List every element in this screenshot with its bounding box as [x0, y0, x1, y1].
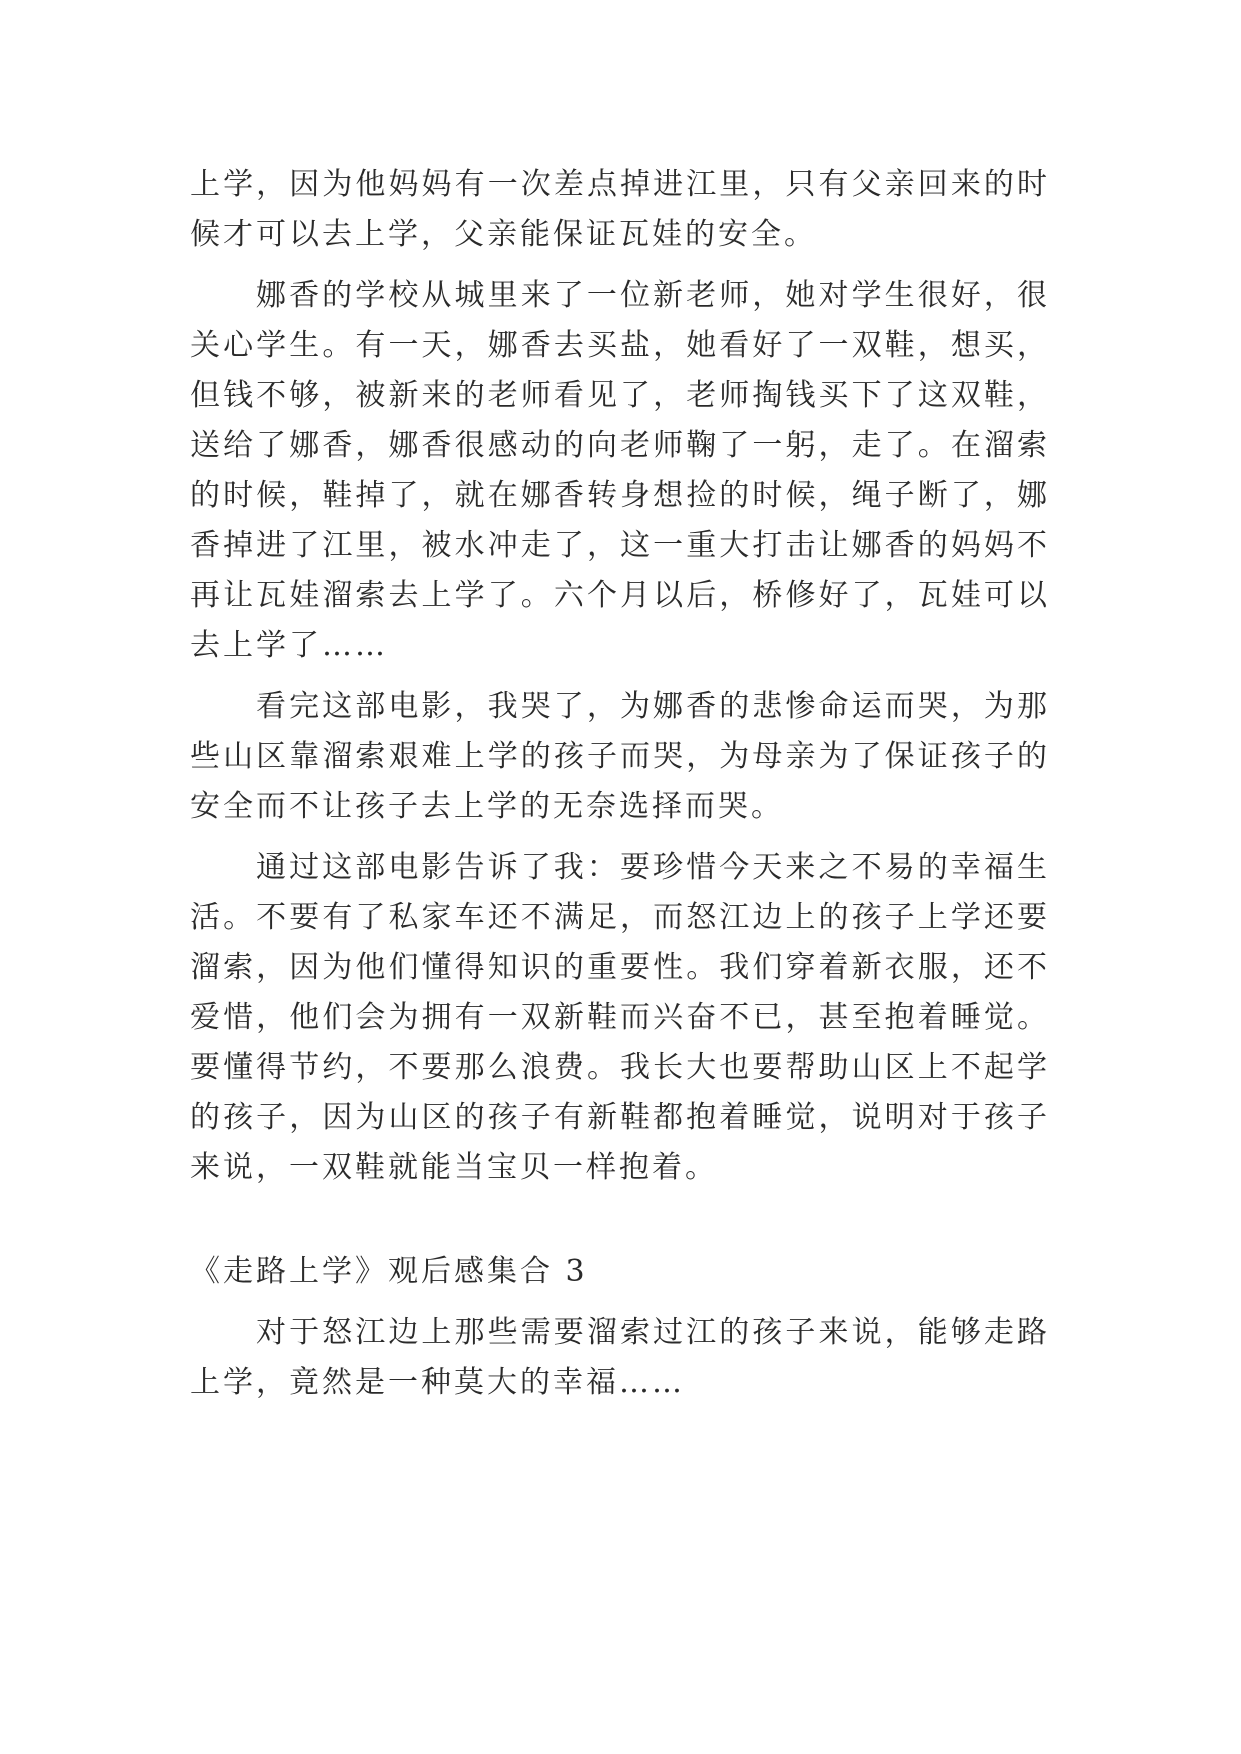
- paragraph-1: 上学，因为他妈妈有一次差点掉进江里，只有父亲回来的时候才可以去上学，父亲能保证瓦娃的安全。: [190, 167, 1050, 252]
- document-body: [190, 160, 1050, 1419]
- paragraph-2: 娜香的学校从城里来了一位新老师，她对学生很好，很关心学生。有一天，娜香去买盐，她看好了一双鞋，想买，但钱不够，被新来的老师看见了，老师掏钱买下了这双鞋，送给了娜香，娜香很感动的向老师鞠了一躬，走了。在溜索的时候，鞋掉了，就在娜香转身想捡的时候，绳子断了，娜香掉进了江里，被水冲走了，这一重大打击让娜香的妈妈不再让瓦娃溜索去上学了。六个月以后，桥修好了，瓦娃可以去上学了……: [190, 278, 1050, 663]
- paragraph-5: 对于怒江边上那些需要溜索过江的孩子来说，能够走路上学，竟然是一种莫大的幸福……: [190, 1315, 1050, 1400]
- paragraph-3: 看完这部电影，我哭了，为娜香的悲惨命运而哭，为那些山区靠溜索艰难上学的孩子而哭，为母亲为了保证孩子的安全而不让孩子去上学的无奈选择而哭。: [190, 689, 1050, 824]
- paragraph-4: 通过这部电影告诉了我：要珍惜今天来之不易的幸福生活。不要有了私家车还不满足，而怒江边上的孩子上学还要溜索，因为他们懂得知识的重要性。我们穿着新衣服，还不爱惜，他们会为拥有一双新鞋而兴奋不已，甚至抱着睡觉。要懂得节约，不要那么浪费。我长大也要帮助山区上不起学的孩子，因为山区的孩子有新鞋都抱着睡觉，说明对于孩子来说，一双鞋就能当宝贝一样抱着。: [190, 850, 1050, 1185]
- section-heading: 《走路上学》观后感集合 3: [190, 1254, 588, 1289]
